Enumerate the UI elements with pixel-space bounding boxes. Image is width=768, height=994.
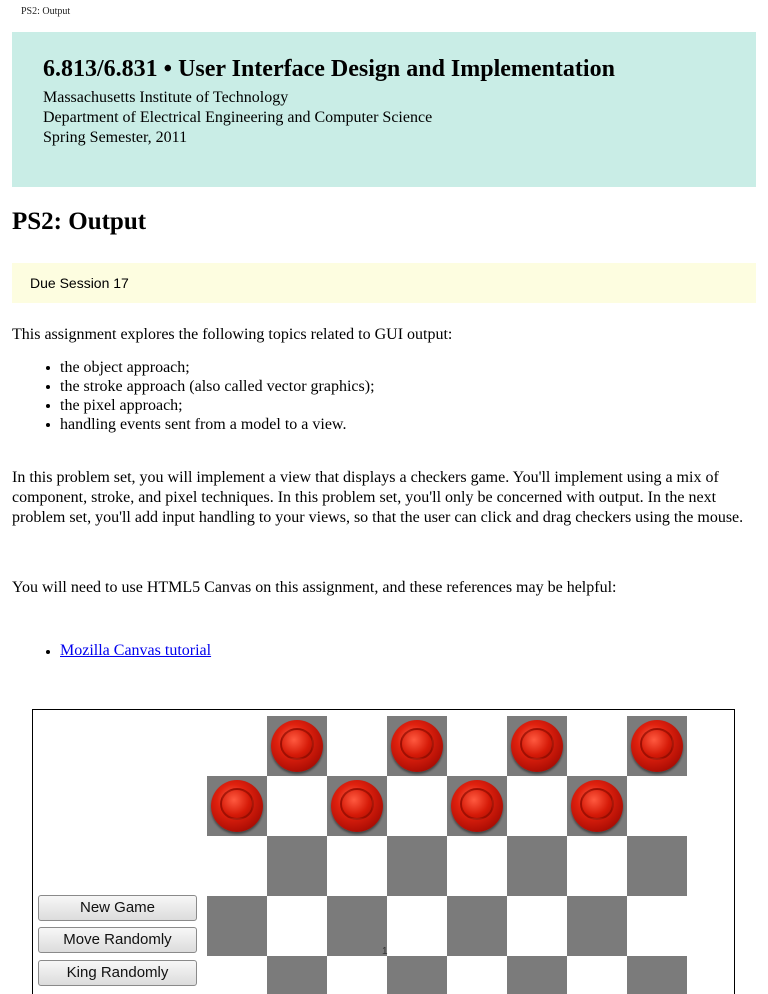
board-square-light[interactable] xyxy=(447,716,507,776)
course-title: 6.813/6.831 • User Interface Design and Implementation xyxy=(43,56,615,82)
references-intro: You will need to use HTML5 Canvas on this assignment, and these references may be helpful: xyxy=(12,579,617,596)
board-square-light[interactable] xyxy=(267,896,327,956)
due-date-text: Due Session 17 xyxy=(30,275,129,291)
board-square-light[interactable] xyxy=(327,956,387,994)
description-paragraph: In this problem set, you will implement a view that displays a checkers game. You'll implement using a mix of component, stroke, and pixel techniques. In this problem set, you'll only be concerned with output. In the next problem set, you'll add input handling to your views, so that the user can click and drag checkers using the mouse. xyxy=(12,469,744,526)
red-checker[interactable] xyxy=(631,720,683,772)
institution-name: Massachusetts Institute of Technology xyxy=(43,89,289,106)
king-randomly-button[interactable]: King Randomly xyxy=(38,960,197,986)
red-checker[interactable] xyxy=(391,720,443,772)
board-square-light[interactable] xyxy=(327,836,387,896)
move-randomly-button[interactable]: Move Randomly xyxy=(38,927,197,953)
board-square-light[interactable] xyxy=(567,716,627,776)
mozilla-canvas-tutorial-link[interactable]: Mozilla Canvas tutorial xyxy=(60,642,212,659)
topic-list xyxy=(60,358,375,434)
red-checker[interactable] xyxy=(271,720,323,772)
board-square-light[interactable] xyxy=(387,776,447,836)
board-square-light[interactable] xyxy=(447,956,507,994)
board-square-dark[interactable] xyxy=(267,836,327,896)
board-square-dark[interactable] xyxy=(207,896,267,956)
board-square-dark[interactable] xyxy=(387,956,447,994)
page-title: PS2: Output xyxy=(12,208,147,235)
board-square-dark[interactable] xyxy=(507,956,567,994)
checkers-demo-frame xyxy=(32,709,735,994)
checkers-board[interactable] xyxy=(207,716,689,994)
board-square-light[interactable] xyxy=(507,896,567,956)
red-checker[interactable] xyxy=(331,780,383,832)
board-square-light[interactable] xyxy=(627,896,687,956)
board-square-dark[interactable] xyxy=(627,956,687,994)
course-banner xyxy=(12,32,756,187)
list-item xyxy=(60,642,211,660)
reference-list xyxy=(60,642,211,660)
list-item: the stroke approach (also called vector graphics); xyxy=(60,378,375,395)
list-item: the pixel approach; xyxy=(60,396,375,415)
red-checker[interactable] xyxy=(571,780,623,832)
print-header: PS2: Output xyxy=(21,6,71,17)
board-square-dark[interactable] xyxy=(327,896,387,956)
list-item: the object approach; xyxy=(60,358,375,377)
due-date-box xyxy=(12,263,756,303)
board-square-light[interactable] xyxy=(207,836,267,896)
board-square-light[interactable] xyxy=(327,716,387,776)
board-square-dark[interactable] xyxy=(627,836,687,896)
list-item: handling events sent from a model to a view. xyxy=(60,415,375,434)
board-square-light[interactable] xyxy=(387,896,447,956)
board-square-light[interactable] xyxy=(627,776,687,836)
red-checker[interactable] xyxy=(451,780,503,832)
board-square-dark[interactable] xyxy=(447,896,507,956)
department-name: Department of Electrical Engineering and Computer Science xyxy=(43,109,433,126)
red-checker[interactable] xyxy=(511,720,563,772)
board-square-light[interactable] xyxy=(507,776,567,836)
board-square-light[interactable] xyxy=(207,956,267,994)
semester: Spring Semester, 2011 xyxy=(43,129,188,146)
board-square-light[interactable] xyxy=(207,716,267,776)
board-center-mark: 1 xyxy=(382,946,388,957)
board-square-dark[interactable] xyxy=(387,836,447,896)
board-square-light[interactable] xyxy=(267,776,327,836)
board-square-light[interactable] xyxy=(447,836,507,896)
new-game-button[interactable]: New Game xyxy=(38,895,197,921)
red-checker[interactable] xyxy=(211,780,263,832)
board-square-light[interactable] xyxy=(567,956,627,994)
board-square-dark[interactable] xyxy=(267,956,327,994)
board-square-dark[interactable] xyxy=(567,896,627,956)
board-square-dark[interactable] xyxy=(507,836,567,896)
board-square-light[interactable] xyxy=(567,836,627,896)
intro-text: This assignment explores the following topics related to GUI output: xyxy=(12,326,453,343)
